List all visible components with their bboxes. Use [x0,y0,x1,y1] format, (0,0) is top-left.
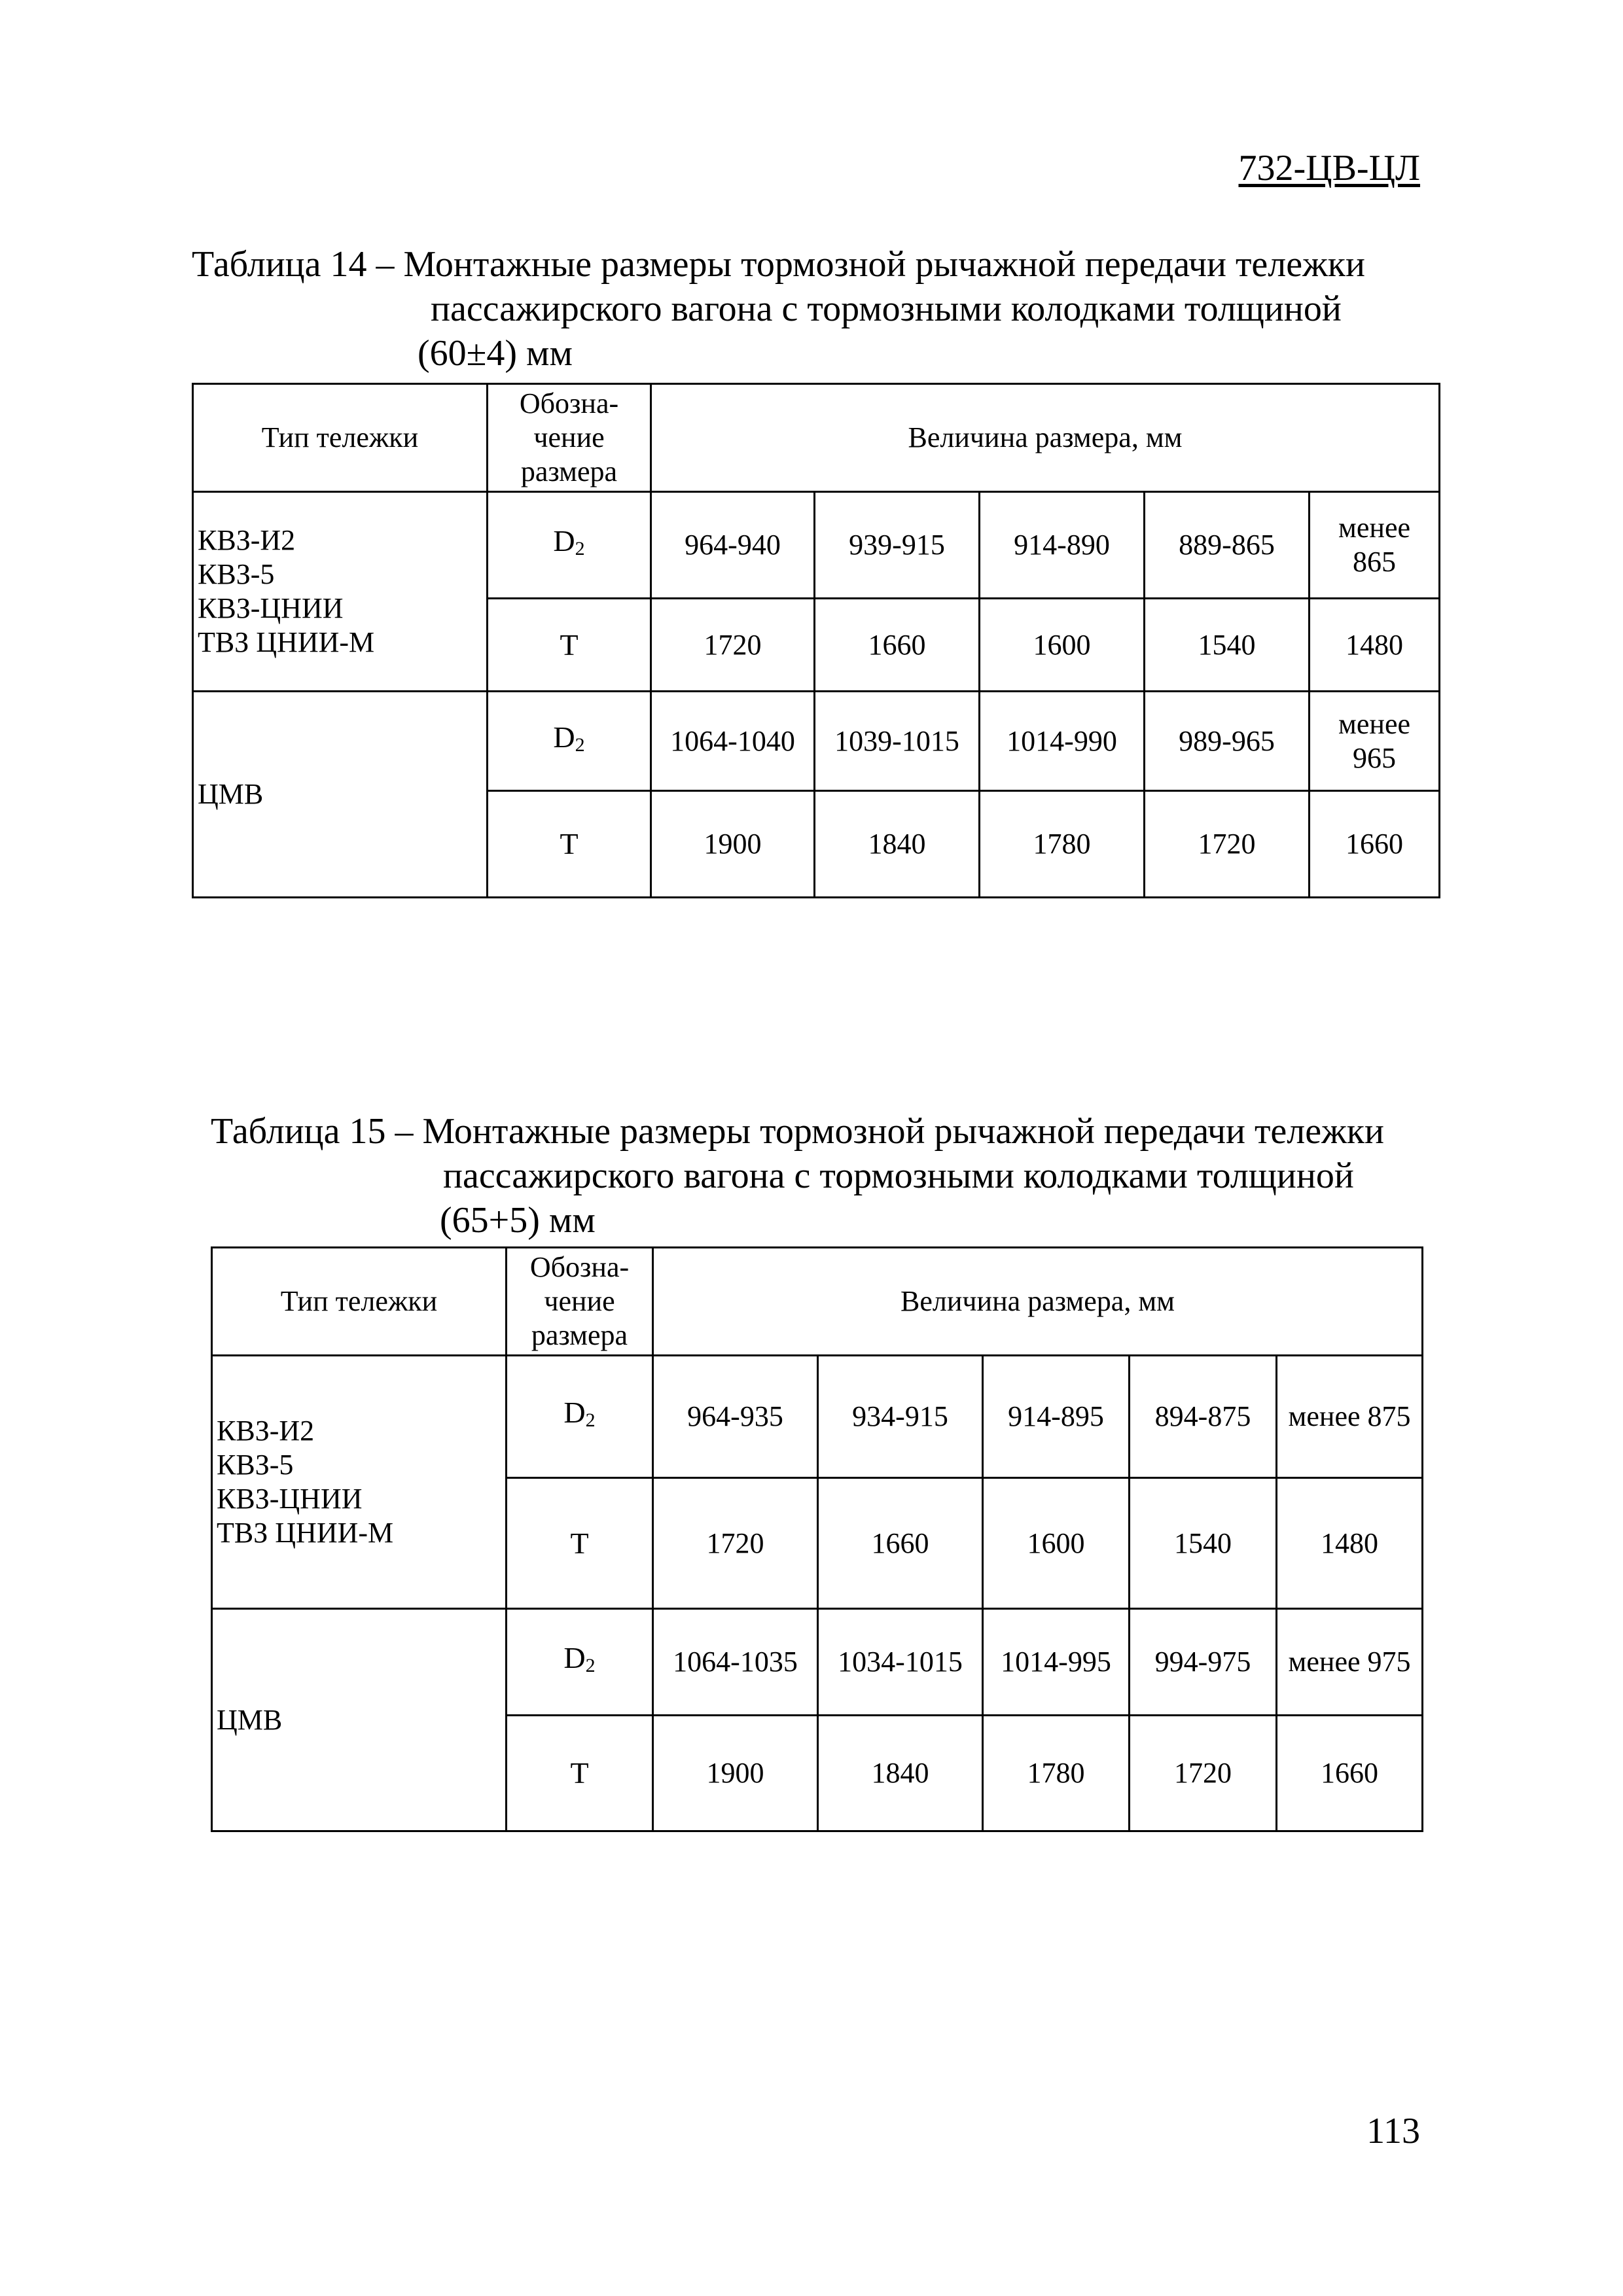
caption-line: Таблица 15 – Монтажные размеры тормозной рычажной передачи тележки [211,1111,1384,1152]
table-row [212,1356,1423,1478]
value-cell: 1034-1015 [818,1609,983,1716]
value-cell: 1900 [651,791,815,898]
value-cell: 1660 [818,1478,983,1609]
value-cell: 1840 [818,1716,983,1831]
caption-line: пассажирского вагона с тормозными колодками толщиной [431,289,1342,329]
caption-line: (65+5) мм [440,1200,596,1241]
bogie-type: ТВЗ ЦНИИ-М [198,626,375,658]
bogie-type: КВЗ-5 [217,1449,294,1481]
col-header-symbol: Обозна- чение размера [488,384,651,492]
col-header-type: Тип тележки [193,384,488,492]
table-14 [192,383,1440,898]
caption-line: (60±4) мм [418,333,573,374]
table-15 [211,1246,1423,1832]
table-row [212,1609,1423,1716]
symbol-t: T [488,599,651,692]
document-code: 732-ЦВ-ЦЛ [1238,148,1420,188]
bogie-type: КВЗ-И2 [198,524,296,556]
value-cell: 989-965 [1145,692,1310,791]
symbol-t: T [507,1716,653,1831]
bogie-type: КВЗ-И2 [217,1415,315,1447]
col-header-values: Величина размера, мм [653,1248,1423,1356]
bogie-type-cell [193,692,488,898]
symbol-t: T [507,1478,653,1609]
value-cell: 1720 [1130,1716,1277,1831]
caption-line: пассажирского вагона с тормозными колодками толщиной [443,1156,1354,1196]
value-cell: 1660 [815,599,980,692]
value-cell: 894-875 [1130,1356,1277,1478]
symbol-d2: $D_2$ [507,1356,653,1478]
value-cell: 1720 [651,599,815,692]
bogie-type-cell [212,1356,507,1609]
value-cell: 914-890 [980,492,1145,599]
value-cell: 1064-1035 [653,1609,818,1716]
value-cell: 1720 [653,1478,818,1609]
value-cell: 1660 [1310,791,1440,898]
col-header-values: Величина размера, мм [651,384,1440,492]
value-cell: 1014-990 [980,692,1145,791]
value-cell: 964-940 [651,492,815,599]
bogie-type: ТВЗ ЦНИИ-М [217,1517,394,1549]
table-row [193,692,1440,791]
bogie-type: КВЗ-5 [198,558,275,590]
value-cell: 1039-1015 [815,692,980,791]
table-14-caption [192,242,1365,376]
header-row [193,384,1440,492]
value-cell: 1600 [983,1478,1130,1609]
col-header-type: Тип тележки [212,1248,507,1356]
value-cell: 964-935 [653,1356,818,1478]
value-cell: менее 965 [1310,692,1440,791]
value-cell: 1720 [1145,791,1310,898]
table-row [193,492,1440,599]
value-cell: 914-895 [983,1356,1130,1478]
symbol-d2: $D_2$ [507,1609,653,1716]
value-cell: менее 875 [1277,1356,1423,1478]
value-cell: 1540 [1130,1478,1277,1609]
value-cell: 1840 [815,791,980,898]
bogie-type-cell [193,492,488,692]
value-cell: менее 865 [1310,492,1440,599]
bogie-type: ЦМВ [217,1703,283,1736]
value-cell: 1900 [653,1716,818,1831]
header-row [212,1248,1423,1356]
value-cell: 994-975 [1130,1609,1277,1716]
page-number: 113 [1366,2111,1420,2151]
value-cell: 1540 [1145,599,1310,692]
bogie-type: КВЗ-ЦНИИ [198,592,344,624]
value-cell: 1064-1040 [651,692,815,791]
value-cell: 1780 [983,1716,1130,1831]
symbol-t: T [488,791,651,898]
value-cell: 934-915 [818,1356,983,1478]
bogie-type: ЦМВ [198,778,264,810]
value-cell: 939-915 [815,492,980,599]
bogie-type-cell [212,1609,507,1831]
symbol-d2: $D_2$ [488,692,651,791]
symbol-d2: $D_2$ [488,492,651,599]
bogie-type: КВЗ-ЦНИИ [217,1483,363,1515]
value-cell: менее 975 [1277,1609,1423,1716]
table-15-caption [211,1109,1384,1243]
col-header-symbol: Обозна- чение размера [507,1248,653,1356]
value-cell: 1014-995 [983,1609,1130,1716]
value-cell: 1480 [1277,1478,1423,1609]
value-cell: 1660 [1277,1716,1423,1831]
value-cell: 889-865 [1145,492,1310,599]
caption-line: Таблица 14 – Монтажные размеры тормозной рычажной передачи тележки [192,244,1365,285]
value-cell: 1780 [980,791,1145,898]
value-cell: 1600 [980,599,1145,692]
value-cell: 1480 [1310,599,1440,692]
